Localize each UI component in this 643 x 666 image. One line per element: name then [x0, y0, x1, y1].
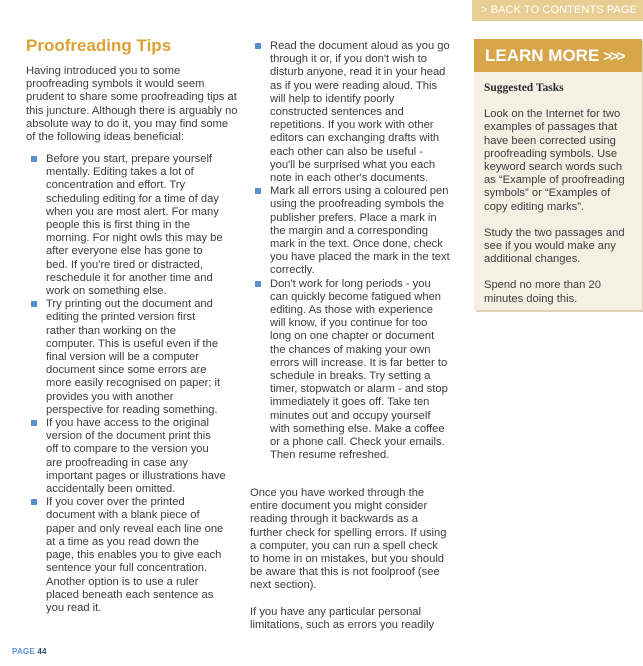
list-item [26, 298, 226, 417]
learn-more-header [474, 39, 642, 72]
page-label: PAGE [12, 647, 35, 656]
task-paragraph: Study the two passages and see if you would make any additional changes. [484, 226, 625, 266]
square-bullet-icon [255, 281, 261, 287]
chevrons-right-icon: >>> [603, 48, 624, 65]
page-number-value: 44 [37, 647, 47, 656]
square-bullet-icon [31, 499, 37, 505]
tip-text: If you cover over the printed document with a blank piece of paper and only reveal each line one at a time as you read down the page, this enables you to give each sentence your full concentration. Another option is to use a ruler placed beneath each sentence as you read it. [46, 496, 224, 614]
square-bullet-icon [255, 188, 261, 194]
suggested-tasks [484, 82, 636, 319]
tips-list-right [250, 40, 450, 463]
page-number [12, 647, 47, 656]
square-bullet-icon [255, 43, 261, 49]
list-item [250, 278, 450, 463]
square-bullet-icon [31, 156, 37, 162]
list-item [26, 417, 226, 496]
square-bullet-icon [31, 420, 37, 426]
list-item [26, 153, 226, 298]
back-to-contents-link[interactable]: > BACK TO CONTENTS PAGE [472, 0, 643, 21]
task-paragraph: Spend no more than 20 minutes doing this. [484, 279, 601, 305]
task-paragraph: Look on the Internet for two examples of passages that have been corrected using proofreading symbols. Use keyword search words such as “Example of proofreading symbols” or “Examples of copy editing marks”. [484, 108, 625, 213]
suggested-tasks-title: Suggested Tasks [484, 82, 564, 94]
limitations-paragraph: If you have any particular personal limitations, such as errors you readily [250, 605, 435, 631]
square-bullet-icon [31, 301, 37, 307]
tip-text: Read the document aloud as you go through it or, if you don't wish to disturb anyone, read it in your head as if you were reading aloud. This will help to identify poorly constructed sentences and repetitions. If you work with other editors can exchanging drafts with each other can also be useful - you'll be surprised what you each note in each other's documents. [270, 40, 450, 185]
tip-text: Before you start, prepare yourself mentally. Editing takes a lot of concentration and effort. Try scheduling editing for a time of day when you are most alert. For many people this is first thing in the morning. For night owls this may be after everyone else has gone to bed. If you're tired or distracted, reschedule it for another time and work on something else. [46, 153, 223, 298]
closing-paragraphs [250, 487, 450, 645]
page-title: Proofreading Tips [26, 36, 172, 55]
list-item [26, 496, 226, 615]
list-item [250, 40, 450, 185]
tip-text: Mark all errors using a coloured pen using the proofreading symbols the publisher prefers. Place a mark in the margin and a corresponding mark in the text. Once done, check you have placed the mark in the text correctly. [270, 185, 450, 277]
tips-list-left [26, 153, 226, 615]
intro-paragraph: Having introduced you to some proofreading symbols it would seem prudent to share some proofreading tips at this juncture. Although there is arguably no absolute way to do it, you may find some of the following ideas beneficial: [26, 65, 238, 144]
list-item [250, 185, 450, 277]
tip-text: Don't work for long periods - you can quickly become fatigued when editing. As those with experience will know, if you continue for too long on one chapter or document the chances of making your own errors will increase. It is far better to schedule in breaks. Try setting a timer, stopwatch or alarm - and stop immediately it goes off. Take ten minutes out and occupy yourself with something else. Make a coffee or a phone call. Check your emails. Then resume refreshed. [270, 277, 448, 462]
tip-text: Try printing out the document and editing the printed version first rather than working on the computer. This is useful even if the final version will be a computer document since some errors are more easily recognised on paper; it provides you with another perspective for reading something. [46, 298, 221, 416]
tip-text: If you have access to the original version of the document print this off to compare to the version you are proofreading in case any important pages or illustrations have accidentally been omitted. [46, 417, 226, 496]
learn-more-title: LEARN MORE [485, 46, 600, 65]
backwards-reading-paragraph: Once you have worked through the entire document you might consider reading through it backwards as a further check for spelling errors. If using a computer, you can run a spell check to home in on mistakes, but you should be aware that this is not foolproof (see next section). [250, 487, 447, 592]
